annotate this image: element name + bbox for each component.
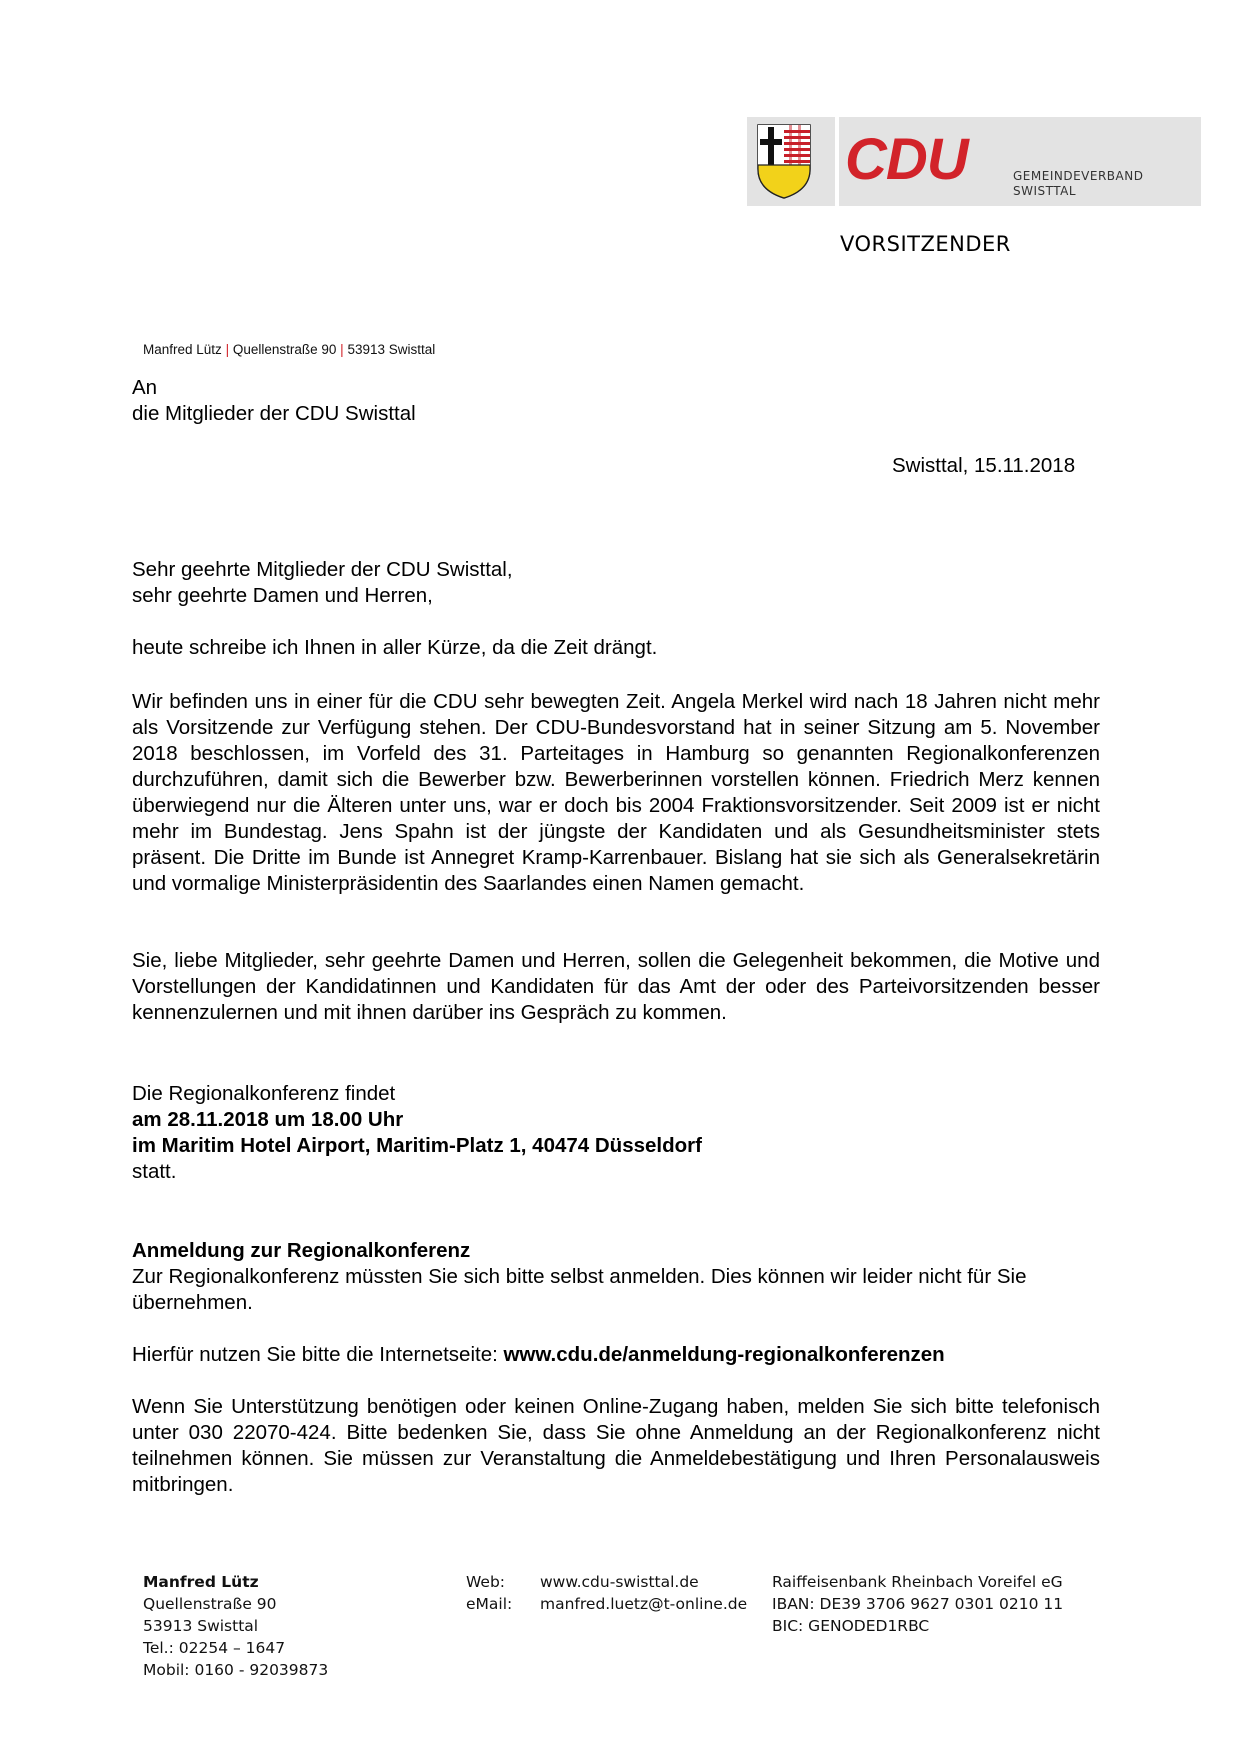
footer-contact (143, 1571, 443, 1681)
intro-paragraph: heute schreibe ich Ihnen in aller Kürze, da die Zeit drängt. (132, 636, 658, 659)
event-date: am 28.11.2018 um 18.00 Uhr (132, 1108, 404, 1131)
paragraph-opportunity: Sie, liebe Mitglieder, sehr geehrte Damen und Herren, sollen die Gelegenheit bekommen, die Motive und Vorstellungen der Kandidatinnen und Kandidaten für das Amt der oder des Parteivorsitzenden besser kennenzulernen und mit ihnen darüber ins Gespräch zu kommen. (132, 949, 1100, 1024)
footer-bank (772, 1571, 1102, 1637)
footer-city: 53913 Swisttal (143, 1617, 259, 1635)
footer-email-label: eMail: (466, 1595, 513, 1613)
return-address-line (143, 342, 435, 357)
recipient-line2: die Mitglieder der CDU Swisttal (132, 402, 416, 425)
registration-web-prefix: Hierfür nutzen Sie bitte die Internetseite: (132, 1343, 504, 1366)
registration-url[interactable]: www.cdu.de/anmeldung-regionalkonferenzen (503, 1343, 945, 1366)
footer-mobile: Mobil: 0160 - 92039873 (143, 1661, 329, 1679)
footer-web-values (540, 1571, 770, 1615)
event-end: statt. (132, 1160, 177, 1183)
coat-of-arms-icon (757, 124, 811, 199)
footer-bic: BIC: GENODED1RBC (772, 1617, 930, 1635)
footer-iban: IBAN: DE39 3706 9627 0301 0210 11 (772, 1595, 1064, 1613)
return-city: 53913 Swisttal (347, 342, 436, 357)
logo-subtitle-line2: SWISTTAL (1013, 184, 1077, 198)
logo-wordmark: CDU (845, 127, 968, 192)
party-logo (747, 117, 1201, 206)
salutation-line1: Sehr geehrte Mitglieder der CDU Swisttal, (132, 558, 513, 581)
sender-role: VORSITZENDER (840, 232, 1011, 256)
logo-subtitle-line1: GEMEINDEVERBAND (1013, 169, 1144, 183)
footer-street: Quellenstraße 90 (143, 1595, 277, 1613)
registration-text: Zur Regionalkonferenz müssten Sie sich bitte selbst anmelden. Dies können wir leider nicht für Sie übernehmen. (132, 1265, 1027, 1314)
registration-heading: Anmeldung zur Regionalkonferenz (132, 1239, 471, 1262)
event-place: im Maritim Hotel Airport, Maritim-Platz 1, 40474 Düsseldorf (132, 1134, 702, 1157)
footer-phone: Tel.: 02254 – 1647 (143, 1639, 286, 1657)
event-intro: Die Regionalkonferenz findet (132, 1082, 396, 1105)
footer-web-label: Web: (466, 1573, 506, 1591)
return-street: Quellenstraße 90 (232, 342, 337, 357)
registration-web (132, 1342, 1100, 1368)
return-name: Manfred Lütz (143, 342, 222, 357)
salutation (132, 557, 1100, 609)
logo-divider (835, 117, 839, 206)
help-paragraph: Wenn Sie Unterstützung benötigen oder keinen Online-Zugang haben, melden Sie sich bitte telefonisch unter 030 22070-424. Bitte bedenken Sie, dass Sie ohne Anmeldung an der Regionalkonferenz nicht teilnehmen können. Sie müssen zur Veranstaltung die Anmeldebestätigung und Ihren Personalausweis mitbringen. (132, 1395, 1100, 1496)
letter-date: Swisttal, 15.11.2018 (892, 454, 1076, 477)
footer-name: Manfred Lütz (143, 1573, 259, 1591)
footer-web-link[interactable]: www.cdu-swisttal.de (540, 1573, 699, 1591)
salutation-line2: sehr geehrte Damen und Herren, (132, 584, 433, 607)
event-details (132, 1081, 1100, 1185)
footer-email-link[interactable]: manfred.luetz@t-online.de (540, 1595, 748, 1613)
separator: | (225, 342, 230, 357)
paragraph-candidates: Wir befinden uns in einer für die CDU sehr bewegten Zeit. Angela Merkel wird nach 18 Jahren nicht mehr als Vorsitzende zur Verfügung stehen. Der CDU-Bundesvorstand hat in seiner Sitzung am 5. November 2018 beschlossen, im Vorfeld des 31. Parteitages in Hamburg so genannten Regionalkonferenzen durchzuführen, damit sich die Bewerber bzw. Bewerberinnen vorstellen können. Friedrich Merz kennen überwiegend nur die Älteren unter uns, war er doch bis 2004 Fraktionsvorsitzender. Seit 2009 ist er nicht mehr im Bundestag. Jens Spahn ist der jüngste der Kandidaten und als Gesundheitsminister stets präsent. Die Dritte im Bunde ist Annegret Kramp-Karrenbauer. Bislang hat sie sich als Generalsekretärin und vormalige Ministerpräsidentin des Saarlandes einen Namen gemacht. (132, 690, 1100, 895)
separator: | (340, 342, 344, 357)
footer-bank-name: Raiffeisenbank Rheinbach Voreifel eG (772, 1573, 1063, 1591)
recipient-line1: An (132, 376, 158, 399)
footer-web-labels (466, 1571, 536, 1615)
recipient-block (132, 375, 632, 427)
